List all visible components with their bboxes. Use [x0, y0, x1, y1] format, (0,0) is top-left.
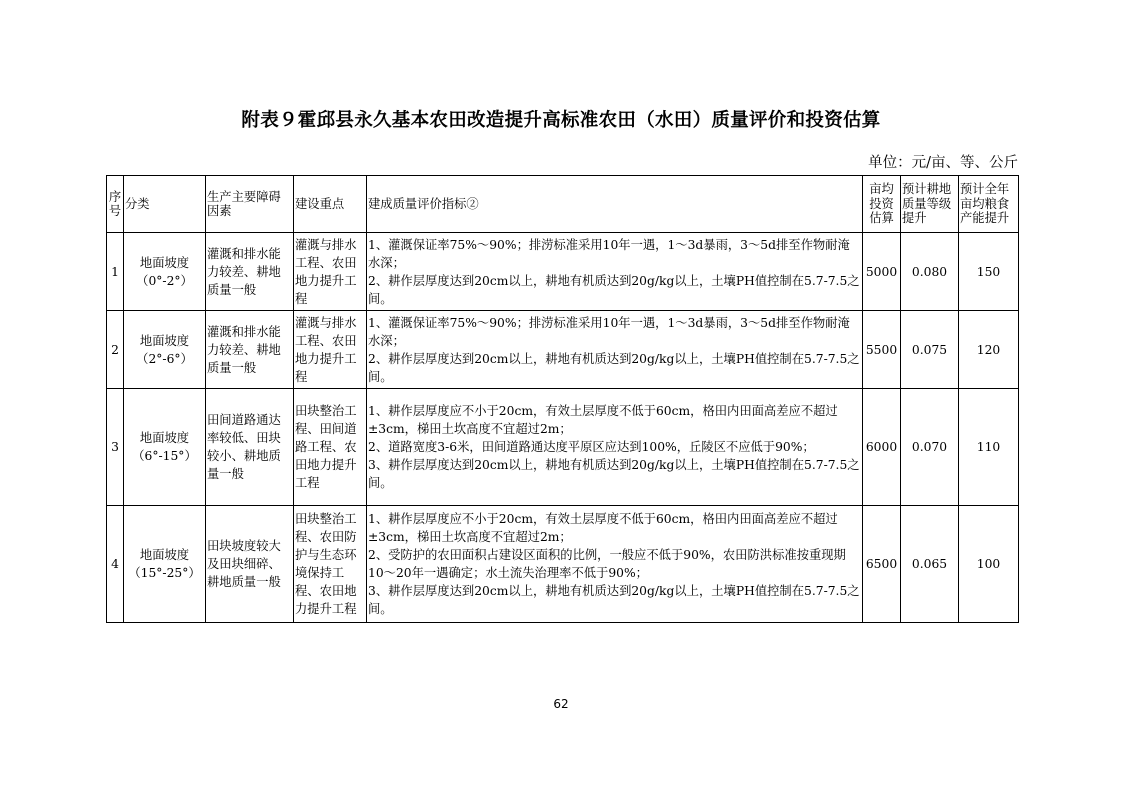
table-row — [107, 506, 1019, 623]
table-header-row — [107, 176, 1019, 233]
header-grade: 预计耕地质量等级提升 — [901, 176, 959, 233]
row-obstacle: 灌溉和排水能力较差、耕地质量一般 — [206, 311, 294, 389]
row-grain: 100 — [959, 506, 1019, 623]
row-category: 地面坡度（0°-2°） — [124, 233, 206, 311]
header-indicator: 建成质量评价指标② — [367, 176, 863, 233]
row-investment: 6000 — [863, 389, 901, 506]
row-category: 地面坡度（15°-25°） — [124, 506, 206, 623]
header-investment: 亩均投资估算 — [863, 176, 901, 233]
row-obstacle: 田间道路通达率较低、田块较小、耕地质量一般 — [206, 389, 294, 506]
unit-note: 单位：元/亩、等、公斤 — [868, 155, 1018, 171]
row-grade: 0.080 — [901, 233, 959, 311]
row-grain: 110 — [959, 389, 1019, 506]
header-focus: 建设重点 — [294, 176, 367, 233]
row-category: 地面坡度（6°-15°） — [124, 389, 206, 506]
row-no: 4 — [107, 506, 124, 623]
quality-investment-table — [106, 175, 1019, 623]
row-grade: 0.070 — [901, 389, 959, 506]
row-focus: 灌溉与排水工程、农田地力提升工程 — [294, 233, 367, 311]
header-no: 序号 — [107, 176, 124, 233]
header-category: 分类 — [124, 176, 206, 233]
table-row — [107, 389, 1019, 506]
row-no: 1 — [107, 233, 124, 311]
row-focus: 灌溉与排水工程、农田地力提升工程 — [294, 311, 367, 389]
row-obstacle: 田块坡度较大及田块细碎、耕地质量一般 — [206, 506, 294, 623]
row-category: 地面坡度（2°-6°） — [124, 311, 206, 389]
row-indicator: 1、耕作层厚度应不小于20cm，有效土层厚度不低于60cm，格田内田面高差应不超过±3cm，梯田土坎高度不宜超过2m； 2、受防护的农田面积占建设区面积的比例，一般应不低于90%，农田防洪标准按重现期10～20年一遇确定；水土流失治理率不低于90%； 3、耕作层厚度达到20cm以上，耕地有机质达到20g/kg以上，土壤PH值控制在5.7-7.5之间。 — [367, 506, 863, 623]
table-row — [107, 233, 1019, 311]
header-obstacle: 生产主要障碍因素 — [206, 176, 294, 233]
row-focus: 田块整治工程、田间道路工程、农田地力提升工程 — [294, 389, 367, 506]
row-investment: 5500 — [863, 311, 901, 389]
row-grade: 0.075 — [901, 311, 959, 389]
row-no: 3 — [107, 389, 124, 506]
row-grain: 150 — [959, 233, 1019, 311]
table-row — [107, 311, 1019, 389]
row-no: 2 — [107, 311, 124, 389]
page-title: 附表９霍邱县永久基本农田改造提升高标准农田（水田）质量评价和投资估算 — [241, 110, 881, 131]
row-focus: 田块整治工程、农田防护与生态环境保持工程、农田地力提升工程 — [294, 506, 367, 623]
row-indicator: 1、耕作层厚度应不小于20cm，有效土层厚度不低于60cm，格田内田面高差应不超过±3cm，梯田土坎高度不宜超过2m； 2、道路宽度3-6米，田间道路通达度平原区应达到100%，丘陵区不应低于90%； 3、耕作层厚度达到20cm以上，耕地有机质达到20g/kg以上，土壤PH值控制在5.7-7.5之间。 — [367, 389, 863, 506]
header-grain: 预计全年亩均粮食产能提升 — [959, 176, 1019, 233]
row-grade: 0.065 — [901, 506, 959, 623]
row-indicator: 1、灌溉保证率75%～90%；排涝标准采用10年一遇，1～3d暴雨，3～5d排至作物耐淹水深； 2、耕作层厚度达到20cm以上，耕地有机质达到20g/kg以上，土壤PH值控制在5.7-7.5之间。 — [367, 233, 863, 311]
row-investment: 6500 — [863, 506, 901, 623]
row-investment: 5000 — [863, 233, 901, 311]
row-grain: 120 — [959, 311, 1019, 389]
row-obstacle: 灌溉和排水能力较差、耕地质量一般 — [206, 233, 294, 311]
page-number: 62 — [553, 697, 569, 711]
row-indicator: 1、灌溉保证率75%～90%；排涝标准采用10年一遇，1～3d暴雨，3～5d排至作物耐淹水深； 2、耕作层厚度达到20cm以上，耕地有机质达到20g/kg以上，土壤PH值控制在5.7-7.5之间。 — [367, 311, 863, 389]
